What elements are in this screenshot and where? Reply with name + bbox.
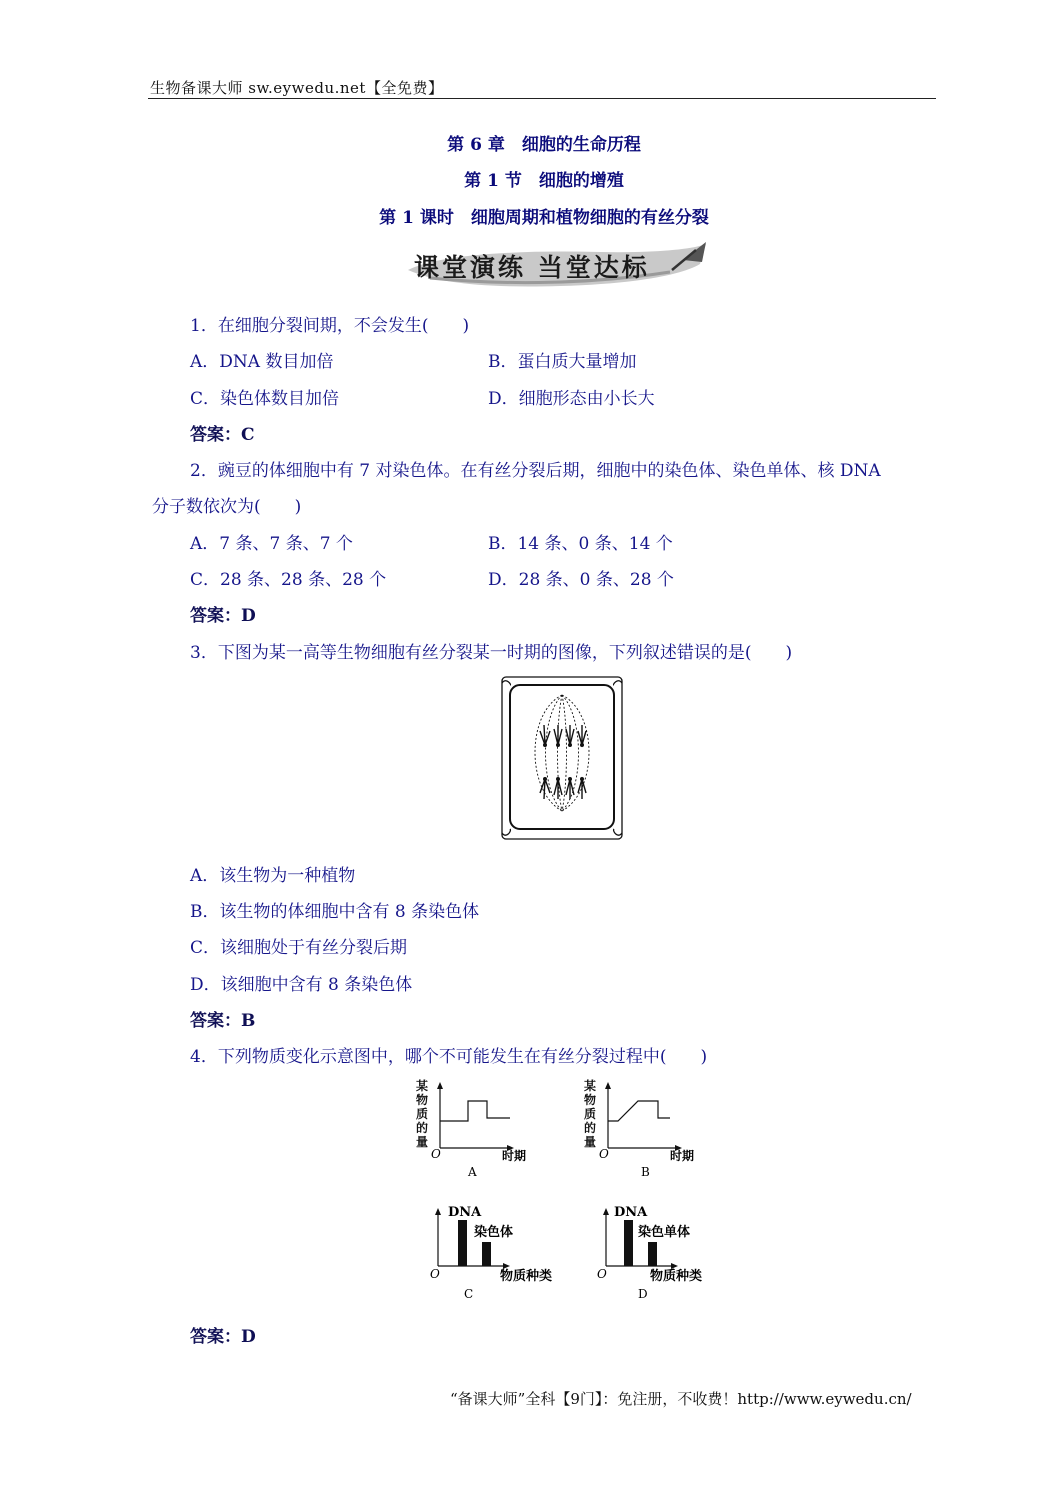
header-rule bbox=[148, 98, 936, 99]
q2-option-a: A．7 条、7 条、7 个 bbox=[190, 534, 353, 554]
graph-c-chromosome-bar bbox=[482, 1242, 491, 1266]
plant-cell-mitosis-figure bbox=[498, 673, 626, 843]
banner-title: 课堂演练 当堂达标 bbox=[414, 253, 650, 282]
lesson-title: 第 1 课时 细胞周期和植物细胞的有丝分裂 bbox=[379, 208, 709, 228]
page-footer: “备课大师”全科【9门】：免注册，不收费！http://www.eywedu.cn/ bbox=[450, 1390, 912, 1408]
graph-b-ylabel-3: 质 bbox=[584, 1107, 597, 1121]
graph-a-ylabel-5: 量 bbox=[416, 1135, 429, 1149]
q3-option-c: C．该细胞处于有丝分裂后期 bbox=[190, 938, 408, 958]
graph-d-chromatid-bar bbox=[648, 1242, 657, 1266]
q1-option-d: D．细胞形态由小长大 bbox=[488, 389, 655, 409]
graph-b-ylabel-4: 的 bbox=[584, 1121, 597, 1135]
graph-d-origin: O bbox=[597, 1267, 607, 1281]
q4-stem: 4．下列物质变化示意图中，哪个不可能发生在有丝分裂过程中( ) bbox=[190, 1047, 708, 1067]
graph-d-xlabel: 物质种类 bbox=[650, 1269, 703, 1284]
q3-option-d: D．该细胞中含有 8 条染色体 bbox=[190, 975, 413, 995]
graph-d-chromatid-label: 染色单体 bbox=[638, 1225, 691, 1240]
graph-b-ylabel-1: 某 bbox=[584, 1079, 597, 1093]
q1-option-c: C．染色体数目加倍 bbox=[190, 389, 340, 409]
graph-b-ylabel-5: 量 bbox=[584, 1135, 597, 1149]
graph-d-dna-label: DNA bbox=[614, 1205, 648, 1220]
graph-c-dna-bar bbox=[458, 1220, 467, 1266]
graph-a-ylabel-2: 物 bbox=[416, 1093, 429, 1107]
chapter-title: 第 6 章 细胞的生命历程 bbox=[447, 135, 641, 155]
q2-option-c: C．28 条、28 条、28 个 bbox=[190, 570, 387, 590]
q3-option-a: A．该生物为一种植物 bbox=[190, 866, 356, 886]
q1-stem: 1．在细胞分裂间期，不会发生( ) bbox=[190, 316, 470, 336]
graph-b-caption: B bbox=[641, 1165, 650, 1179]
graph-c-origin: O bbox=[430, 1267, 440, 1281]
graph-a-xlabel: 时期 bbox=[502, 1149, 527, 1163]
practice-banner bbox=[400, 240, 710, 290]
q2-stem-line1: 2．豌豆的体细胞中有 7 对染色体。在有丝分裂后期，细胞中的染色体、染色单体、核 DNA bbox=[190, 461, 881, 481]
graph-b-ylabel-2: 物 bbox=[584, 1093, 597, 1107]
q3-answer: 答案：B bbox=[190, 1011, 256, 1031]
graph-a bbox=[410, 1078, 540, 1182]
q2-option-b: B．14 条、0 条、14 个 bbox=[488, 534, 673, 554]
page-header: 生物备课大师 sw.eywedu.net【全免费】 bbox=[150, 79, 444, 97]
graph-a-ylabel-4: 的 bbox=[416, 1121, 429, 1135]
graph-b-origin: O bbox=[599, 1147, 609, 1161]
graph-c-xlabel: 物质种类 bbox=[500, 1269, 553, 1284]
graph-d-dna-bar bbox=[624, 1220, 633, 1266]
graph-b bbox=[578, 1078, 708, 1182]
graph-a-caption: A bbox=[468, 1165, 477, 1179]
graph-a-origin: O bbox=[431, 1147, 441, 1161]
q2-stem-line2: 分子数依次为( ) bbox=[152, 497, 302, 517]
q1-option-b: B．蛋白质大量增加 bbox=[488, 352, 637, 372]
graph-c-chromosome-label: 染色体 bbox=[474, 1225, 514, 1240]
q1-answer: 答案：C bbox=[190, 425, 255, 445]
section-title: 第 1 节 细胞的增殖 bbox=[464, 171, 624, 191]
graph-c-dna-label: DNA bbox=[448, 1205, 482, 1220]
graph-c bbox=[424, 1200, 574, 1304]
q2-answer: 答案：D bbox=[190, 606, 256, 626]
q1-option-a: A．DNA 数目加倍 bbox=[190, 352, 334, 372]
graph-d bbox=[594, 1200, 744, 1304]
q3-option-b: B．该生物的体细胞中含有 8 条染色体 bbox=[190, 902, 480, 922]
graph-b-xlabel: 时期 bbox=[670, 1149, 695, 1163]
graph-a-ylabel-3: 质 bbox=[416, 1107, 429, 1121]
graph-a-ylabel-1: 某 bbox=[416, 1079, 429, 1093]
q4-answer: 答案：D bbox=[190, 1327, 256, 1347]
graph-d-caption: D bbox=[638, 1287, 648, 1301]
graph-c-caption: C bbox=[464, 1287, 474, 1301]
q3-stem: 3．下图为某一高等生物细胞有丝分裂某一时期的图像，下列叙述错误的是( ) bbox=[190, 643, 793, 663]
q2-option-d: D．28 条、0 条、28 个 bbox=[488, 570, 674, 590]
